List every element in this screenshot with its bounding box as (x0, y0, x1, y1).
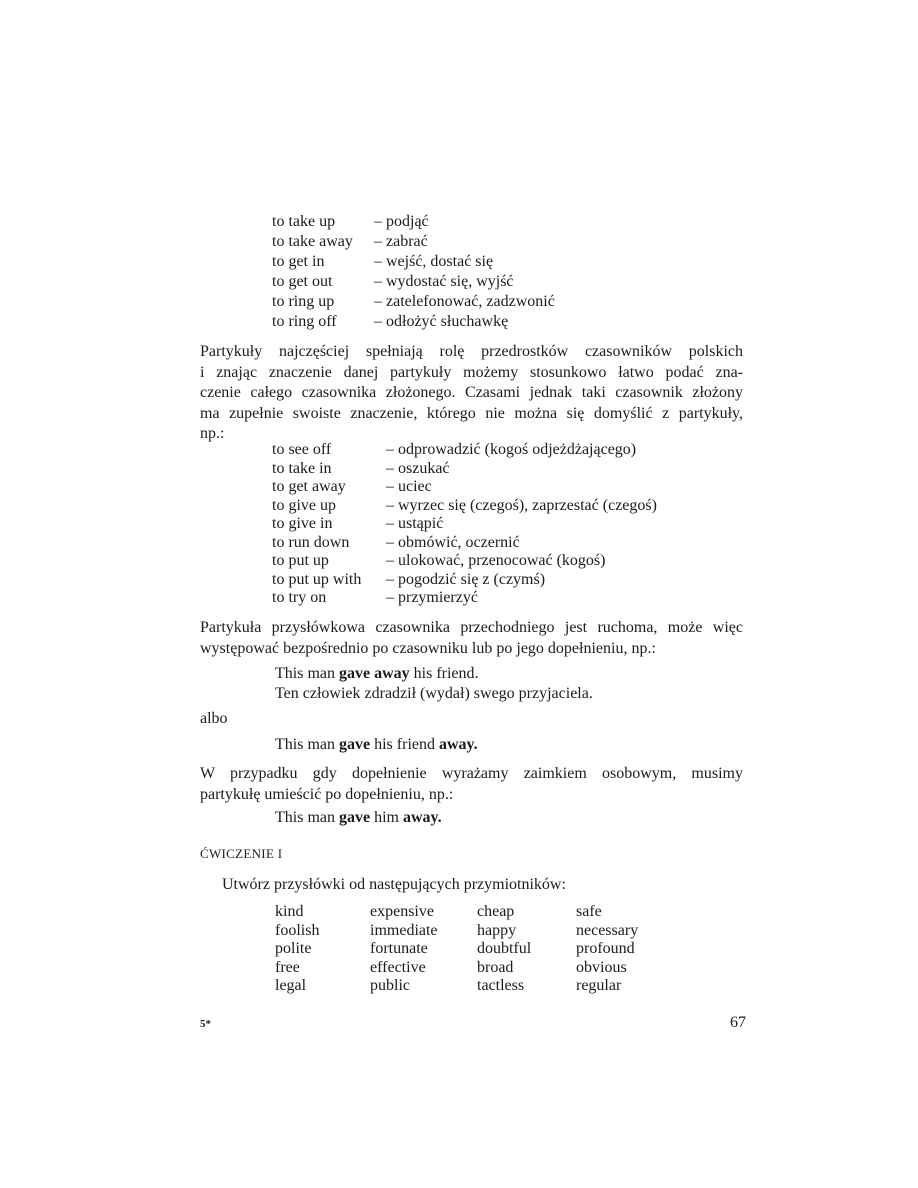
english-verb: to run down (272, 533, 350, 551)
list-item (272, 212, 555, 232)
table-cell: foolish (275, 921, 320, 939)
table-cell: necessary (576, 921, 639, 939)
phrasal-verb-list-2 (272, 441, 657, 608)
english-verb: to see off (272, 441, 332, 458)
table-cell: regular (576, 977, 622, 994)
polish-meaning: – odprowadzić (kogoś odjeżdżającego) (386, 441, 637, 458)
polish-meaning: – wydostać się, wyjść (374, 273, 514, 290)
table-cell: effective (370, 958, 426, 976)
paragraph-line: np.: (200, 425, 225, 442)
table-cell: tactless (477, 977, 525, 994)
example-bold: gave (339, 736, 371, 753)
polish-meaning: – oszukać (386, 459, 450, 477)
english-verb: to ring off (272, 313, 337, 330)
albo-label: albo (200, 710, 228, 727)
polish-meaning: – wejść, dostać się (374, 253, 494, 270)
table-cell: safe (576, 903, 602, 920)
list-item (272, 232, 555, 252)
signature-mark: 5* (200, 1018, 211, 1030)
list-item (272, 589, 657, 608)
english-verb: to give in (272, 515, 333, 532)
list-item (272, 441, 657, 460)
example-text: This man (275, 809, 339, 826)
table-cell: doubtful (477, 940, 532, 957)
polish-meaning: – obmówić, oczernić (386, 533, 520, 551)
english-verb: to get in (272, 253, 325, 270)
table-cell: expensive (370, 903, 434, 920)
english-verb: to take up (272, 213, 336, 230)
exercise-heading: ĆWICZENIE I (200, 846, 283, 861)
list-item (272, 534, 657, 553)
example-text: This man (275, 665, 339, 682)
list-item (272, 515, 657, 534)
table-cell: polite (275, 940, 312, 957)
table-cell: free (275, 958, 300, 976)
list-item (272, 460, 657, 479)
table-cell: obvious (576, 958, 627, 976)
polish-meaning: – zatelefonować, zadzwonić (374, 293, 555, 310)
paragraph-pronoun-object (200, 764, 743, 805)
table-row (275, 977, 666, 996)
english-verb: to try on (272, 589, 327, 606)
table-cell: cheap (477, 903, 515, 920)
english-verb: to ring up (272, 293, 335, 310)
table-cell: legal (275, 977, 307, 994)
polish-meaning: – wyrzec się (czegoś), zaprzestać (czegoś) (386, 496, 657, 514)
list-item (272, 497, 657, 516)
example-sentence-1 (275, 664, 479, 684)
paragraph-line: występować bezpośrednio po czasowniku lub po jego dopełnieniu, np.: (200, 639, 656, 657)
polish-meaning: – uciec (386, 478, 432, 495)
list-item (272, 552, 657, 571)
polish-meaning: – przymierzyć (386, 589, 478, 606)
table-row (275, 940, 666, 959)
paragraph-movable-particle (200, 618, 743, 659)
polish-meaning: – odłożyć słuchawkę (374, 313, 509, 330)
list-item (272, 478, 657, 497)
list-item (272, 571, 657, 590)
example-bold: gave away (339, 665, 410, 682)
example-translation: Ten człowiek zdradził (wydał) swego przyjaciela. (275, 685, 593, 702)
paragraph-line: Partykuła przysłówkowa czasownika przechodniego jest ruchoma, może więc (200, 619, 743, 636)
example-text: him (370, 809, 403, 826)
table-cell: broad (477, 958, 514, 976)
table-cell: kind (275, 903, 304, 920)
english-verb: to put up with (272, 570, 362, 588)
english-verb: to get out (272, 273, 333, 290)
example-text: This man (275, 736, 339, 753)
exercise-instruction: Utwórz przysłówki od następujących przymiotników: (222, 876, 566, 893)
polish-meaning: – ulokować, przenocować (kogoś) (386, 552, 606, 569)
list-item (272, 292, 555, 312)
example-bold: away. (438, 736, 478, 753)
polish-meaning: – zabrać (374, 233, 428, 250)
example-text: his friend. (409, 665, 479, 682)
page-number: 67 (730, 1014, 746, 1031)
table-row (275, 959, 666, 978)
table-cell: profound (576, 940, 635, 957)
polish-meaning: – ustąpić (386, 515, 444, 532)
english-verb: to put up (272, 552, 329, 569)
table-cell: public (370, 977, 410, 994)
polish-meaning: – podjąć (374, 213, 429, 230)
paragraph-line: W przypadku gdy dopełnienie wyrażamy zaimkiem osobowym, musimy (200, 765, 743, 782)
paragraph-line: ma zupełnie swoiste znaczenie, którego nie można się domyślić z partykuły, (200, 404, 743, 422)
example-text: his friend (370, 736, 439, 753)
example-bold: gave (339, 809, 371, 826)
paragraph-particles (200, 342, 743, 445)
english-verb: to give up (272, 496, 336, 514)
example-bold: away. (403, 809, 442, 826)
paragraph-line: i znając znaczenie danej partykuły możemy stosunkowo łatwo podać zna- (200, 363, 743, 381)
paragraph-line: Partykuły najczęściej spełniają rolę przedrostków czasowników polskich (200, 343, 743, 360)
table-row (275, 903, 666, 922)
list-item (272, 272, 555, 292)
example-sentence-2 (275, 735, 478, 755)
english-verb: to get away (272, 478, 346, 495)
english-verb: to take away (272, 233, 353, 250)
english-verb: to take in (272, 459, 332, 477)
adjectives-table (275, 903, 666, 996)
paragraph-line: partykułę umieścić po dopełnieniu, np.: (200, 785, 454, 803)
table-cell: happy (477, 921, 517, 939)
table-cell: immediate (370, 921, 438, 939)
polish-meaning: – pogodzić się z (czymś) (386, 570, 546, 588)
list-item (272, 252, 555, 272)
phrasal-verb-list-1 (272, 212, 555, 332)
table-row (275, 922, 666, 941)
list-item (272, 312, 555, 332)
table-cell: fortunate (370, 940, 428, 957)
example-sentence-3 (275, 808, 442, 828)
paragraph-line: czenie całego czasownika złożonego. Czasami jednak taki czasownik złożony (200, 384, 743, 401)
